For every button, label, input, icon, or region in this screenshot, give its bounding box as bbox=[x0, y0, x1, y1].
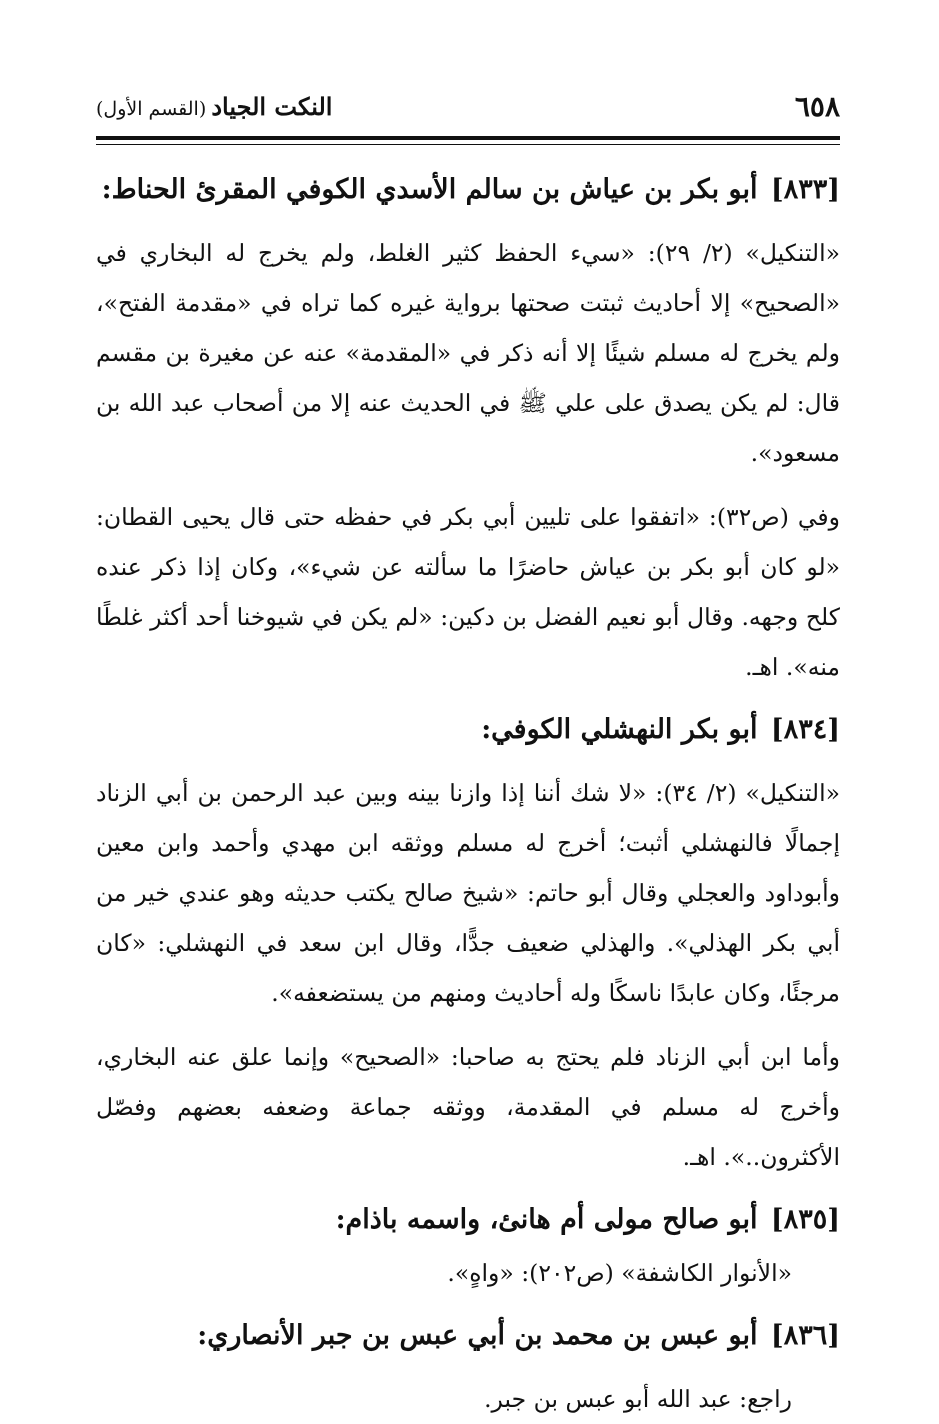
page-body bbox=[96, 162, 840, 1424]
entry-title: أبو بكر النهشلي الكوفي: bbox=[481, 714, 758, 745]
entry-title: أبو عبس بن محمد بن أبي عبس بن جبر الأنصاري: bbox=[197, 1320, 758, 1351]
entry-number: [٨٣٣] bbox=[770, 174, 840, 205]
entry-paragraph: «التنكيل» (٢/ ٢٩): «سيء الحفظ كثير الغلط، ولم يخرج له البخاري في «الصحيح» إلا أحاديث ثبتت صحتها برواية غيره كما تراه في «مقدمة الفتح»، ولم يخرج له مسلم شيئًا إلا أنه ذكر في «المقدمة» عنه عن مغيرة بن مقسم قال: لم يكن يصدق على علي ﷺ في الحديث عنه إلا من أصحاب عبد الله بن مسعود». bbox=[96, 239, 840, 467]
book-title: النكت الجياد bbox=[211, 91, 333, 121]
entry-paragraph: راجع: عبد الله أبو عبس بن جبر. bbox=[484, 1385, 792, 1413]
book-part: (القسم الأول) bbox=[96, 97, 207, 120]
entry-title: أبو بكر بن عياش بن سالم الأسدي الكوفي المقرئ الحناط: bbox=[101, 174, 758, 205]
entry-heading bbox=[96, 702, 840, 758]
header-rule-thin bbox=[96, 144, 840, 145]
entry-paragraph: «الأنوار الكاشفة» (ص٢٠٢): «واهٍ». bbox=[447, 1259, 792, 1287]
entry-title: أبو صالح مولى أم هانئ، واسمه باذام: bbox=[335, 1204, 758, 1235]
header-rule-thick bbox=[96, 136, 840, 140]
entry-heading bbox=[96, 1192, 840, 1248]
entry-heading bbox=[96, 162, 840, 218]
entry-paragraph: «التنكيل» (٢/ ٣٤): «لا شك أننا إذا وازنا بينه وبين عبد الرحمن بن أبي الزناد إجمالًا فالنهشلي أثبت؛ أخرج له مسلم ووثقه ابن مهدي وأحمد وابن معين وأبوداود والعجلي وقال أبو حاتم: «شيخ صالح يكتب حديثه وهو عندي خير من أبي بكر الهذلي». والهذلي ضعيف جدًّا، وقال ابن سعد في النهشلي: «كان مرجئًا، وكان عابدًا ناسكًا وله أحاديث ومنهم من يستضعفه». bbox=[96, 779, 840, 1007]
running-title bbox=[96, 92, 332, 121]
entry-paragraph: وفي (ص٣٢): «اتفقوا على تليين أبي بكر في حفظه حتى قال يحيى القطان: «لو كان أبو بكر بن عياش حاضرًا ما سألته عن شيء»، وكان إذا ذكر عنده كلح وجهه. وقال أبو نعيم الفضل بن دكين: «لم يكن في شيوخنا أحد أكثر غلطًا منه». اهـ. bbox=[96, 503, 841, 681]
entry-number: [٨٣٤] bbox=[770, 714, 840, 745]
page-number: ٦٥٨ bbox=[794, 89, 840, 123]
running-header bbox=[96, 88, 840, 124]
entry-number: [٨٣٦] bbox=[770, 1320, 840, 1351]
entry-heading bbox=[96, 1308, 840, 1364]
entry-number: [٨٣٥] bbox=[770, 1204, 840, 1235]
entry-paragraph: وأما ابن أبي الزناد فلم يحتج به صاحبا: «الصحيح» وإنما علق عنه البخاري، وأخرج له مسلم في المقدمة، ووثقه جماعة وضعفه بعضهم وفصّل الأكثرون..». اهـ. bbox=[96, 1043, 840, 1171]
